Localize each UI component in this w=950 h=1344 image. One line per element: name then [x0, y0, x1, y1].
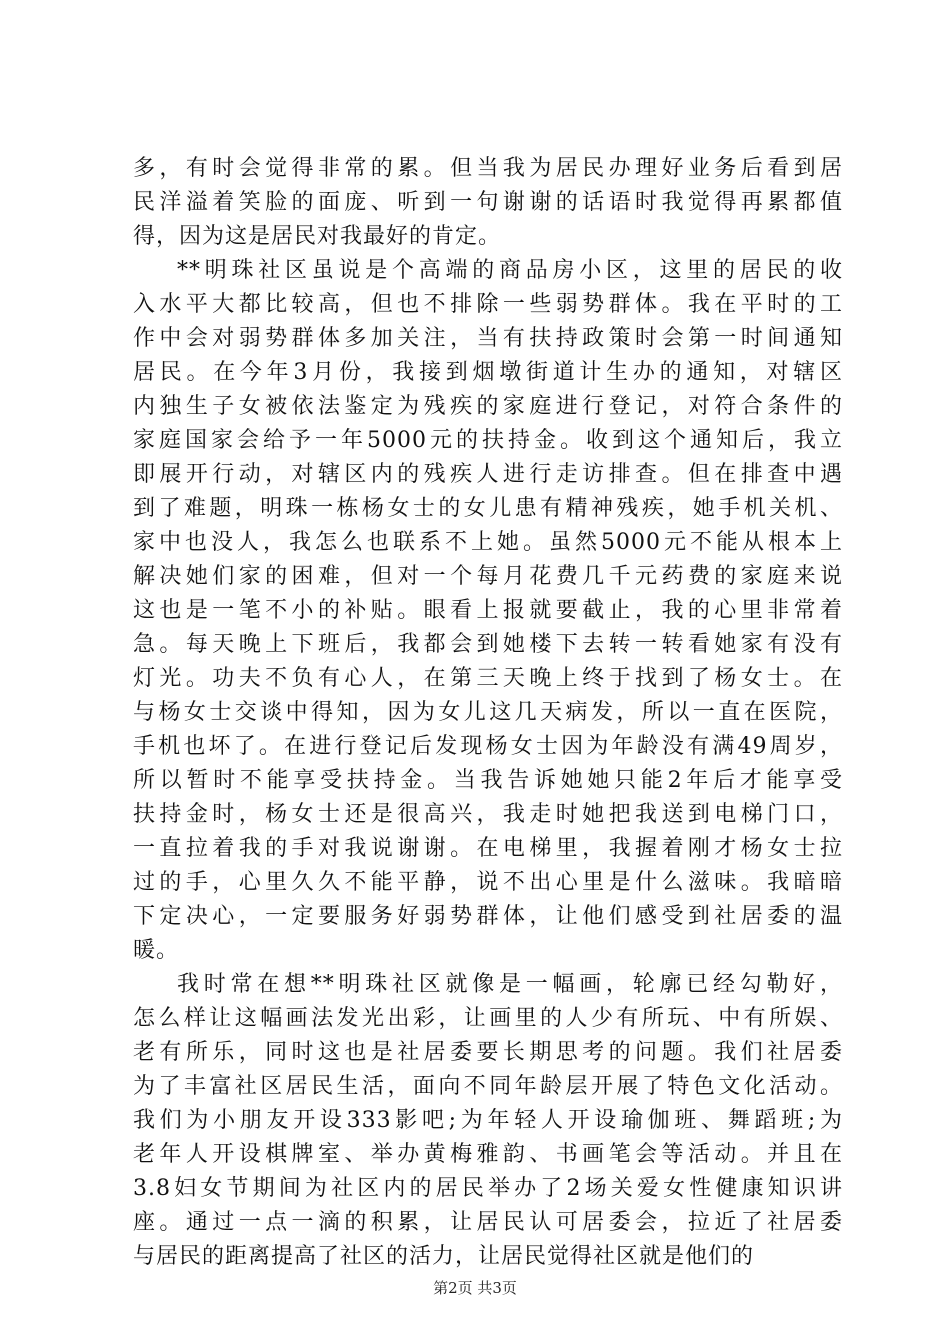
paragraph-line: 我们为小朋友开设333影吧;为年轻人开设瑜伽班、舞蹈班;为: [133, 1108, 843, 1133]
paragraph-line: 我时常在想**明珠社区就像是一幅画，轮廓已经勾勒好，: [177, 972, 843, 997]
paragraph-line: 灯光。功夫不负有心人，在第三天晚上终于找到了杨女士。在: [133, 666, 843, 691]
paragraph-line: 入水平大都比较高，但也不排除一些弱势群体。我在平时的工: [133, 292, 843, 317]
paragraph-line: 一直拉着我的手对我说谢谢。在电梯里，我握着刚才杨女士拉: [133, 836, 843, 861]
paragraph-line: 民洋溢着笑脸的面庞、听到一句谢谢的话语时我觉得再累都值: [133, 190, 843, 215]
paragraph-line: 即展开行动，对辖区内的残疾人进行走访排查。但在排查中遇: [133, 462, 843, 487]
page-footer: 第2页 共3页: [433, 1279, 517, 1297]
paragraph-line: 家庭国家会给予一年5000元的扶持金。收到这个通知后，我立: [133, 428, 843, 453]
paragraph-line: 下定决心，一定要服务好弱势群体，让他们感受到社居委的温: [133, 904, 843, 929]
paragraph-line: 老年人开设棋牌室、举办黄梅雅韵、书画笔会等活动。并且在: [133, 1142, 843, 1167]
body-text: [133, 152, 843, 1274]
paragraph-line: 暖。: [133, 938, 180, 963]
paragraph-line: 老有所乐，同时这也是社居委要长期思考的问题。我们社居委: [133, 1040, 843, 1065]
paragraph-line: 解决她们家的困难，但对一个每月花费几千元药费的家庭来说: [133, 564, 843, 589]
paragraph-line: 怎么样让这幅画法发光出彩，让画里的人少有所玩、中有所娱、: [133, 1006, 843, 1031]
paragraph-line: 多，有时会觉得非常的累。但当我为居民办理好业务后看到居: [133, 156, 843, 181]
paragraph-line: 与居民的距离提高了社区的活力，让居民觉得社区就是他们的: [133, 1244, 755, 1269]
paragraph-line: **明珠社区虽说是个高端的商品房小区，这里的居民的收: [177, 258, 843, 283]
paragraph-line: 到了难题，明珠一栋杨女士的女儿患有精神残疾，她手机关机、: [133, 496, 843, 521]
paragraph-line: 3.8妇女节期间为社区内的居民举办了2场关爱女性健康知识讲: [133, 1176, 843, 1201]
paragraph: [133, 968, 843, 1274]
paragraph: [133, 152, 843, 254]
paragraph-line: 得，因为这是居民对我最好的肯定。: [133, 224, 502, 249]
paragraph: [133, 254, 843, 968]
paragraph-line: 急。每天晚上下班后，我都会到她楼下去转一转看她家有没有: [133, 632, 843, 657]
paragraph-line: 扶持金时，杨女士还是很高兴，我走时她把我送到电梯门口，: [133, 802, 843, 827]
paragraph-line: 作中会对弱势群体多加关注，当有扶持政策时会第一时间通知: [133, 326, 843, 351]
paragraph-line: 过的手，心里久久不能平静，说不出心里是什么滋味。我暗暗: [133, 870, 843, 895]
paragraph-line: 为了丰富社区居民生活，面向不同年龄层开展了特色文化活动。: [133, 1074, 843, 1099]
paragraph-line: 所以暂时不能享受扶持金。当我告诉她她只能2年后才能享受: [133, 768, 843, 793]
paragraph-line: 手机也坏了。在进行登记后发现杨女士因为年龄没有满49周岁，: [133, 734, 843, 759]
paragraph-line: 座。通过一点一滴的积累，让居民认可居委会，拉近了社居委: [133, 1210, 843, 1235]
paragraph-line: 居民。在今年3月份，我接到烟墩街道计生办的通知，对辖区: [133, 360, 843, 385]
paragraph-line: 内独生子女被依法鉴定为残疾的家庭进行登记，对符合条件的: [133, 394, 843, 419]
paragraph-line: 家中也没人，我怎么也联系不上她。虽然5000元不能从根本上: [133, 530, 843, 555]
paragraph-line: 这也是一笔不小的补贴。眼看上报就要截止，我的心里非常着: [133, 598, 843, 623]
paragraph-line: 与杨女士交谈中得知，因为女儿这几天病发，所以一直在医院，: [133, 700, 843, 725]
